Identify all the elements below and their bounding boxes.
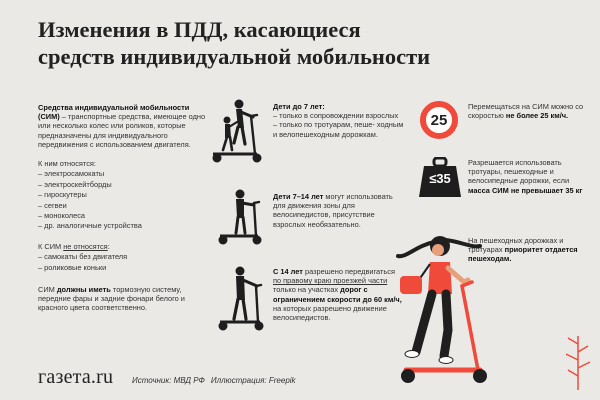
excludes-underlined: не относятся [63,241,108,251]
age-text: только на участках [273,285,341,295]
page-title [38,16,578,70]
footer-source [132,376,302,385]
title-line-1: Изменения в ПДД, касающиеся [38,17,361,42]
requirements-text: тормозную систему, передние фары и задние фонари белого и красного цвета соответственно. [38,285,185,313]
list-item: – сегвеи [38,200,67,210]
footer-logo: газета.ru [38,366,114,388]
age-text-underlined: по правому краю проезжей части [273,276,388,286]
speed-info [468,102,586,120]
list-item: – моноколеса [38,211,86,221]
list-item: – гироскутеры [38,190,87,200]
excludes-post: : [107,241,110,251]
includes-heading: К ним относятся: [38,159,96,169]
title-line-2: средств индивидуальной мобильности [38,44,431,69]
age-block-7-14 [273,192,405,229]
list-item: – роликовые коньки [38,262,107,272]
excludes-heading [38,242,210,252]
list-item: – электросамокаты [38,169,105,179]
speed-bold: не более 25 км/ч. [505,111,569,121]
requirements-bold: должны иметь [56,285,111,295]
speed-limit-sign-icon [420,101,458,139]
includes-list [38,159,210,232]
source-text: Источник: МВД РФ [132,376,205,385]
left-column [38,103,210,323]
age-text: на которых разрешено движение велосипедистов. [273,303,387,323]
age-text: могут использовать для движения зоны для велосипедистов, присутствие взрослых необязательно. [273,192,393,229]
list-item: – др. аналогичные устройства [38,221,142,231]
speed-limit-value: 25 [430,111,448,129]
age-text: разрешено передвигаться [302,267,395,276]
excludes-list [38,242,210,273]
age-heading: Дети до 7 лет: [273,102,325,111]
requirements-pre: СИМ [38,285,57,295]
age-heading: С 14 лет [273,267,303,276]
excludes-pre: К СИМ [38,241,64,251]
illustration-credit: Иллюстрация: Freepik [210,376,296,385]
scooter-teen-icon [212,266,270,334]
definition-text: – транспортные средства, имеющее одно или несколько колес или роликов, которые предназначены для индивидуального передвижения с использованием двигателя. [38,112,206,149]
priority-bold: приоритет отдается пешеходам. [468,245,578,264]
requirements [38,285,210,313]
list-item: – электроскейтборды [38,179,112,189]
scooter-adult-child-icon [205,98,273,168]
weight-bold: масса СИМ не превышает 35 кг [468,185,583,195]
leaf-decoration-icon [560,330,596,390]
definition-term: Средства индивидуальной мобильности (СИМ) [38,103,190,122]
age-block-under-7 [273,102,405,139]
list-item: – самокаты без двигателя [38,252,128,262]
list-item: – только в сопровождении взрослых [273,111,399,121]
age-text-bold: дорог с ограничением скорости до 60 км/ч, [273,285,402,304]
priority-text: На пешеходных дорожках и тротуарах [468,236,564,255]
age-heading: Дети 7–14 лет [273,192,324,201]
speed-text: Перемещаться на СИМ можно со скоростью [468,102,584,121]
girl-on-scooter-illustration [376,228,514,386]
weight-value: ≤35 [429,171,451,186]
weight-text: Разрешается использовать тротуары, пешеходные и велосипедные дорожки, если [468,158,570,186]
definition [38,103,210,149]
list-item: – только по тротуарам, пеше- ходным и велопешеходным дорожкам. [273,120,404,139]
scooter-child-icon [212,188,268,248]
weight-info [468,158,586,195]
